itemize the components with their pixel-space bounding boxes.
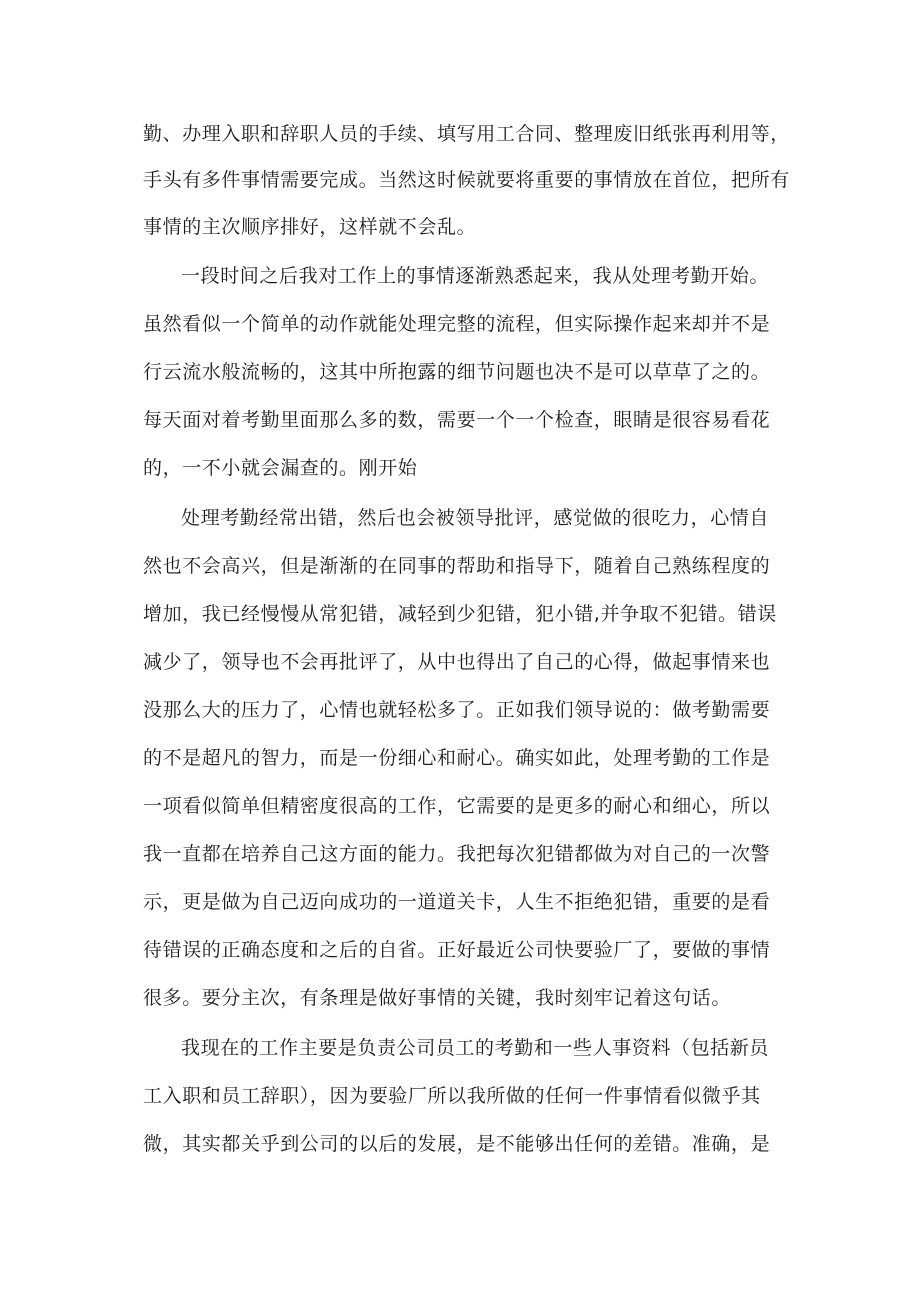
- paragraph-3-line-3: 增加，我已经慢慢从常犯错，减轻到少犯错，犯小错,并争取不犯错。错误: [143, 603, 777, 625]
- paragraph-3-line-7: 一项看似简单但精密度很高的工作，它需要的是更多的耐心和细心，所以: [143, 795, 771, 817]
- paragraph-3-line-10: 待错误的正确态度和之后的自省。正好最近公司快要验厂了，要做的事情: [143, 939, 771, 961]
- paragraph-1-line-2: 手头有多件事情需要完成。当然这时候就要将重要的事情放在首位，把所有: [143, 169, 790, 191]
- paragraph-3-line-6: 的不是超凡的智力，而是一份细心和耐心。确实如此，处理考勤的工作是: [143, 747, 771, 769]
- paragraph-2-line-2: 虽然看似一个简单的动作就能处理完整的流程，但实际操作起来却并不是: [143, 313, 771, 335]
- paragraph-3-line-5: 没那么大的压力了，心情也就轻松多了。正如我们领导说的：做考勤需要: [143, 699, 771, 721]
- paragraph-2-line-3: 行云流水般流畅的，这其中所抱露的细节问题也决不是可以草草了之的。: [143, 361, 771, 383]
- paragraph-1-line-1: 勤、办理入职和辞职人员的手续、填写用工合同、整理废旧纸张再利用等，: [143, 123, 790, 145]
- paragraph-3-line-2: 然也不会高兴，但是渐渐的在同事的帮助和指导下，随着自己熟练程度的: [143, 555, 771, 577]
- paragraph-2-line-5: 的，一不小就会漏查的。刚开始: [143, 457, 418, 479]
- paragraph-4-line-1: 我现在的工作主要是负责公司员工的考勤和一些人事资料（包括新员: [181, 1037, 770, 1059]
- paragraph-3-line-11: 很多。要分主次，有条理是做好事情的关键，我时刻牢记着这句话。: [143, 987, 732, 1009]
- paragraph-4-line-2: 工入职和员工辞职），因为要验厂所以我所做的任何一件事情看似微乎其: [143, 1085, 761, 1107]
- paragraph-3-line-8: 我一直都在培养自己这方面的能力。我把每次犯错都做为对自己的一次警: [143, 843, 771, 865]
- paragraph-1-line-3: 事情的主次顺序排好，这样就不会乱。: [143, 216, 477, 238]
- paragraph-4-line-3: 微，其实都关乎到公司的以后的发展，是不能够出任何的差错。准确，是: [143, 1133, 771, 1155]
- paragraph-3-line-1: 处理考勤经常出错，然后也会被领导批评，感觉做的很吃力，心情自: [181, 507, 770, 529]
- paragraph-2-line-1: 一段时间之后我对工作上的事情逐渐熟悉起来，我从处理考勤开始。: [181, 265, 770, 287]
- paragraph-3-line-4: 减少了，领导也不会再批评了，从中也得出了自己的心得，做起事情来也: [143, 651, 771, 673]
- paragraph-3-line-9: 示，更是做为自己迈向成功的一道道关卡，人生不拒绝犯错，重要的是看: [143, 891, 771, 913]
- paragraph-2-line-4: 每天面对着考勤里面那么多的数，需要一个一个检查，眼睛是很容易看花: [143, 409, 771, 431]
